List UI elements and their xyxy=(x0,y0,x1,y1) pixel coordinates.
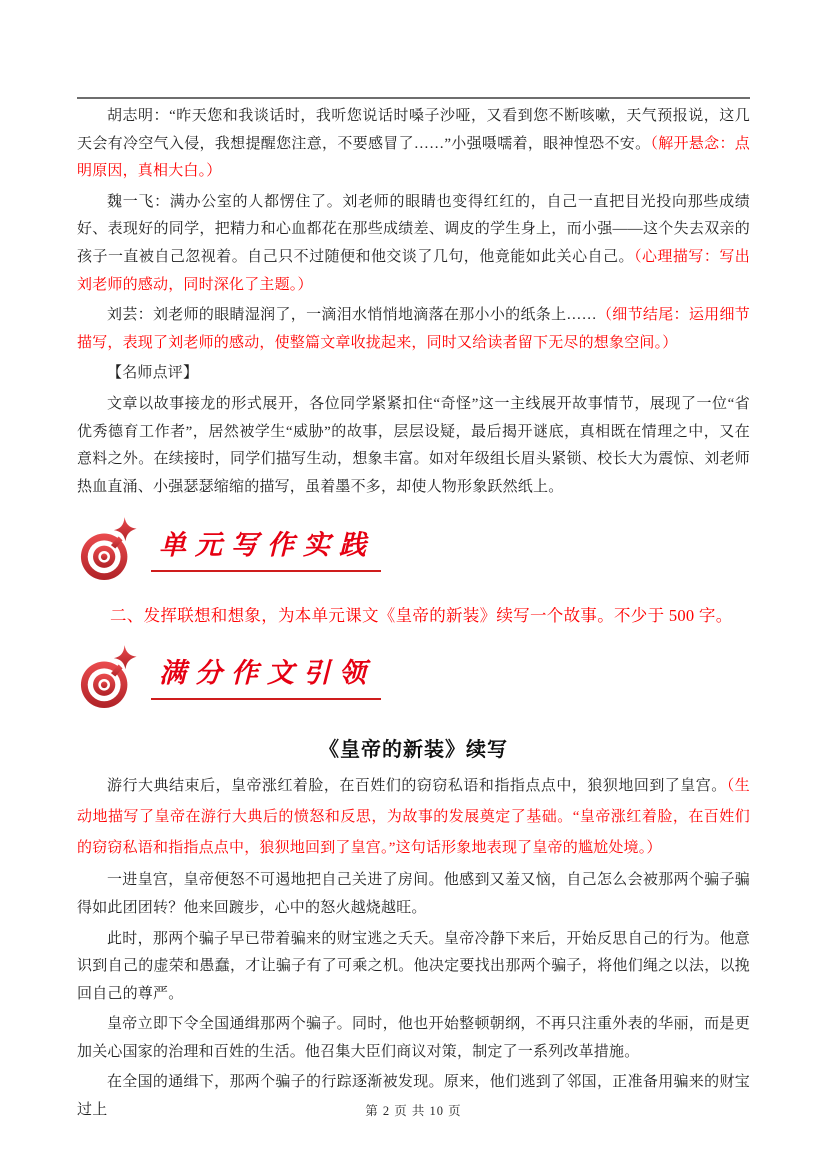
body-text: 胡志明：“昨天您和我谈话时，我听您说话时嗓子沙哑，又看到您不断咳嗽，天气预报说，这几天会有冷空气入侵，我想提醒您注意，不要感冒了……”小强嗫嚅着，眼神惶恐不安。 xyxy=(77,108,750,152)
para-hu-zhiming xyxy=(77,103,750,186)
body-text: 在全国的通缉下，那两个骗子的行踪逐渐被发现。原来，他们逃到了邻国，正准备用骗来的财宝过上 xyxy=(77,1074,750,1119)
annotation-text: （生动地描写了皇帝在游行大典后的愤怒和反思，为故事的发展奠定了基础。“皇帝涨红着脸，在百姓们的窃窃私语和指指点点中，狼狈地回到了皇宫。”这句话形象地表现了皇帝的尴尬处境。） xyxy=(77,778,750,857)
body-text: 游行大典结束后，皇帝涨红着脸，在百姓们的窃窃私语和指指点点中，狼狈地回到了皇宫。 xyxy=(107,778,727,795)
body-text: 【名师点评】 xyxy=(107,365,199,382)
section-banner-model-essay xyxy=(79,637,750,719)
body-text: 一进皇宫，皇帝便怒不可遏地把自己关进了房间。他感到又羞又恼，自己怎么会被那两个骗子骗得如此团团转？他来回踱步，心中的怒火越烧越旺。 xyxy=(77,872,750,916)
page-footer: 第 2 页 共 10 页 xyxy=(365,1104,462,1118)
body-text: 文章以故事接龙的形式展开，各位同学紧紧扣住“奇怪”这一主线展开故事情节，展现了一位“省优秀德育工作者”，居然被学生“威胁”的故事，层层设疑，最后揭开谜底，真相既在情理之中，又在意料之外。在续接时，同学们描写生动，想象丰富。如对年级组长眉头紧锁、校长大为震惊、刘老师热血直涌、小强瑟瑟缩缩的描写，虽着墨不多，却使人物形象跃然纸上。 xyxy=(77,395,750,495)
body-text: 刘芸：刘老师的眼睛湿润了，一滴泪水悄悄地滴落在那小小的纸条上…… xyxy=(107,307,597,324)
dart-target-icon xyxy=(79,516,139,584)
section-banner-unit-writing xyxy=(79,509,750,591)
teacher-comment-label xyxy=(77,360,750,388)
para-wei-yifei xyxy=(77,189,750,299)
teacher-comment xyxy=(77,391,750,501)
body-text: 皇帝立即下令全国通缉那两个骗子。同时，他也开始整顿朝纲，不再只注重外表的华丽，而是更加关心国家的治理和百姓的生活。他召集大臣们商议对策，制定了一系列改革措施。 xyxy=(77,1016,750,1060)
para-liu-yun xyxy=(77,302,750,357)
writing-prompt: 二、发挥联想和想象，为本单元课文《皇帝的新装》续写一个故事。不少于 500 字。 xyxy=(110,606,733,626)
essay-para-1 xyxy=(77,771,750,864)
body-text: 此时，那两个骗子早已带着骗来的财宝逃之夭夭。皇帝冷静下来后，开始反思自己的行为。他意识到自己的虚荣和愚蠢，才让骗子有了可乘之机。他决定要找出那两个骗子，将他们绳之以法，以挽回自己的尊严。 xyxy=(77,930,750,1002)
dart-target-icon xyxy=(79,644,139,712)
annotation-text: （解开悬念：点明原因，真相大白。） xyxy=(77,135,750,180)
essay-section xyxy=(77,771,750,1124)
annotation-text: （心理描写：写出刘老师的感动，同时深化了主题。） xyxy=(77,248,750,293)
model-essay-heading: 满分作文引领 xyxy=(151,656,381,700)
essay-title: 《皇帝的新装》续写 xyxy=(319,739,508,762)
unit-writing-heading: 单元写作实践 xyxy=(151,528,381,572)
essay-para-3 xyxy=(77,926,750,1009)
annotation-text: （细节结尾：运用细节描写，表现了刘老师的感动，使整篇文章收拢起来，同时又给读者留下无尽的想象空间。） xyxy=(77,307,750,351)
essay-para-2 xyxy=(77,867,750,922)
story-relay-section xyxy=(77,103,750,501)
essay-para-4 xyxy=(77,1011,750,1066)
body-text: 魏一飞：满办公室的人都愣住了。刘老师的眼睛也变得红红的，自己一直把目光投向那些成绩好、表现好的同学，把精力和心血都花在那些成绩差、调皮的学生身上，而小强——这个失去双亲的孩子一直被自己忽视着。自己只不过随便和他交谈了几句，他竟能如此关心自己。 xyxy=(77,193,750,265)
page-content xyxy=(0,99,827,1125)
